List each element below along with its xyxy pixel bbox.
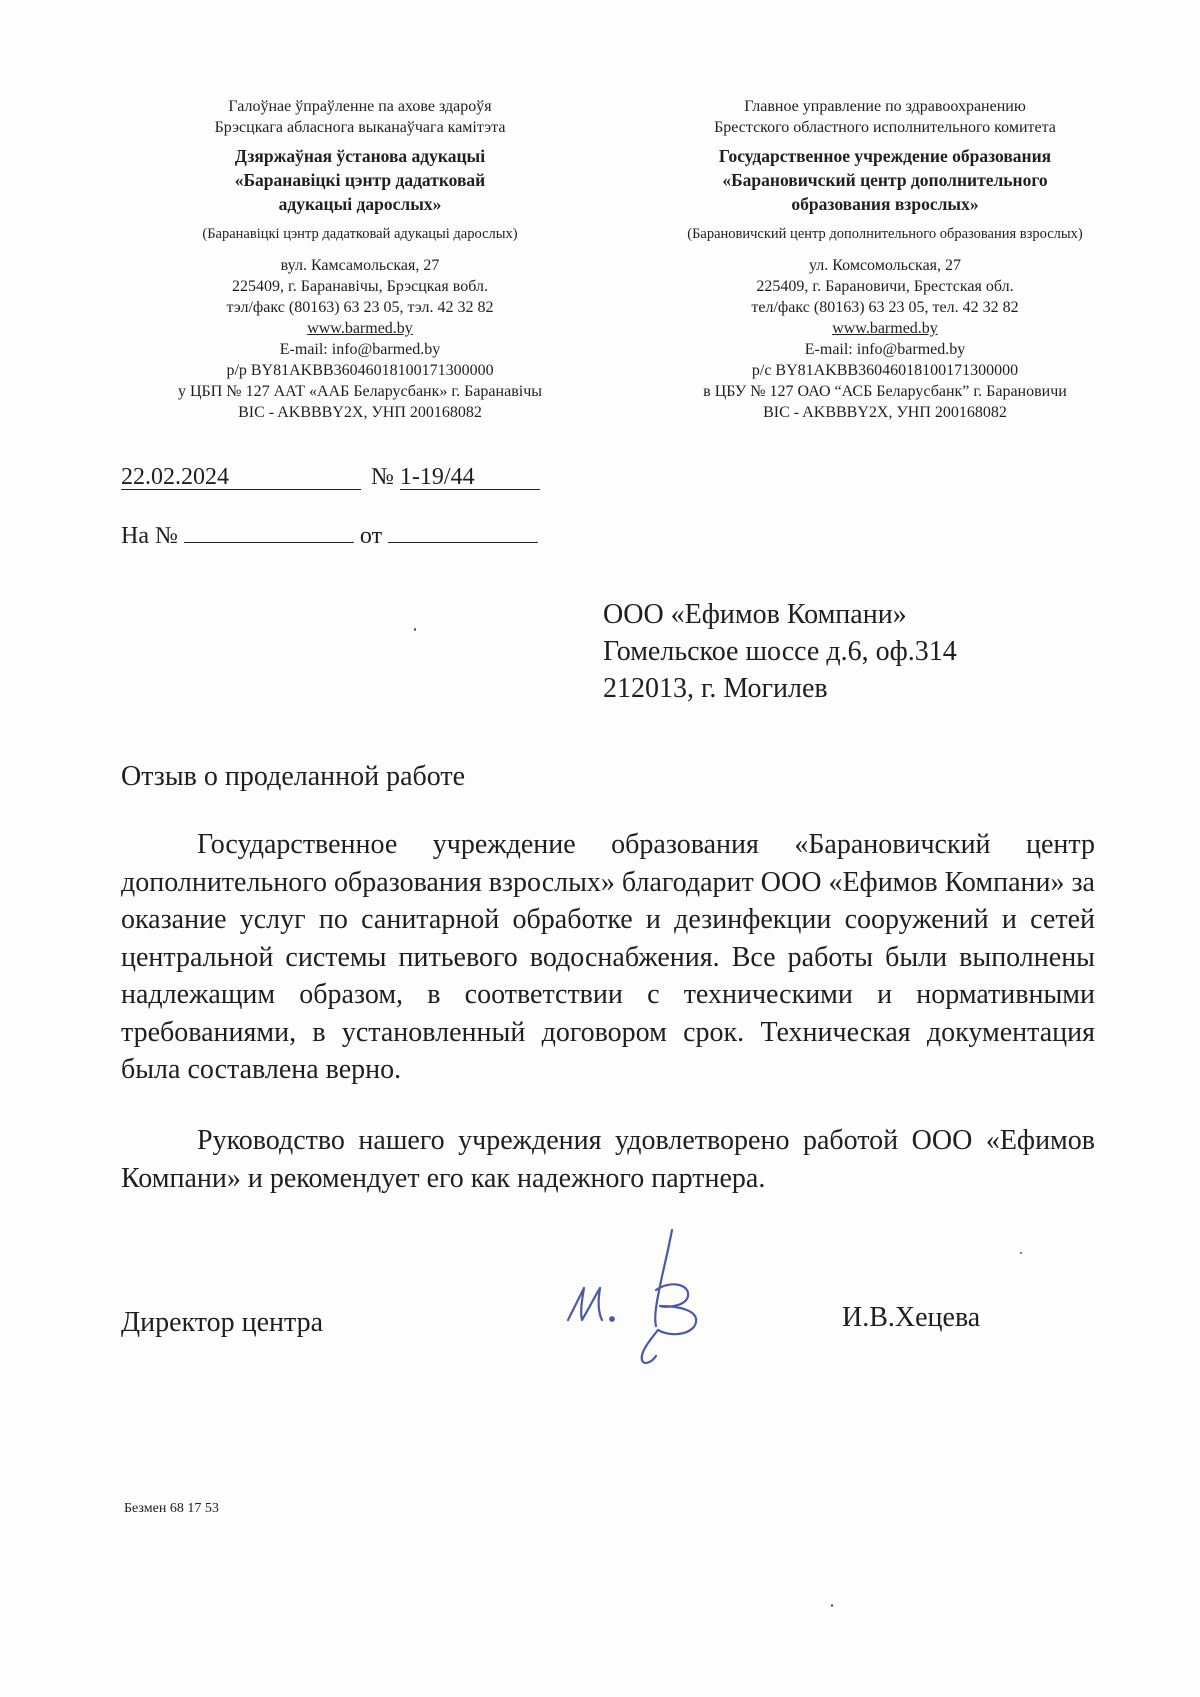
organization-name	[648, 144, 1122, 216]
organization-short-name: (Барановичский центр дополнительного образования взрослых)	[687, 226, 1083, 242]
org-name-line: Дзяржаўная ўстанова адукацыі	[234, 146, 486, 166]
ministry-line: Галоўнае ўпраўленне па ахове здароўя	[228, 98, 492, 115]
addressee-company: ООО «Ефимов Компани»	[603, 599, 907, 630]
bank-name: в ЦБУ № 127 ОАО “АСБ Беларусбанк” г. Барановичи	[703, 383, 1067, 400]
scan-speck	[1020, 1252, 1022, 1254]
outgoing-number: 1-19/44	[400, 463, 540, 490]
org-name-line: образования взрослых»	[791, 194, 979, 214]
email-address: E-mail: info@barmed.by	[804, 341, 966, 358]
bank-account: р/р BY81AKBB36046018100171300000	[226, 362, 494, 379]
organization-name	[140, 144, 580, 216]
number-label: №	[371, 464, 394, 490]
signatory-title: Директор центра	[121, 1307, 324, 1338]
addressee-street: Гомельское шоссе д.6, оф.314	[603, 636, 957, 667]
reference-date-blank	[388, 516, 538, 543]
org-name-line: адукацыі дарослых»	[278, 194, 442, 214]
scan-speck	[414, 628, 416, 631]
outgoing-registration	[121, 463, 540, 491]
letter-subject: Отзыв о проделанной работе	[121, 761, 466, 792]
reference-number-blank	[184, 516, 354, 543]
org-name-line: «Баранавіцкі цэнтр дадатковай	[234, 170, 486, 190]
ministry-line: Брэсцкага абласнога выканаўчага камітэта	[214, 119, 506, 136]
address-street: вул. Камсамольская, 27	[280, 257, 440, 274]
address-city: 225409, г. Баранавічы, Брэсцкая вобл.	[232, 278, 488, 295]
org-name-line: Государственное учреждение образования	[718, 146, 1052, 166]
email-address: E-mail: info@barmed.by	[279, 341, 441, 358]
letterhead-russian	[648, 96, 1122, 423]
bic-unp: BIC - AKBBBY2X, УНП 200168082	[238, 404, 482, 421]
bank-account: р/с BY81AKBB36046018100171300000	[751, 362, 1019, 379]
reference-line	[121, 516, 538, 550]
body-paragraph: Государственное учреждение образования «Барановичский центр дополнительного образования взрослых» благодарит ООО «Ефимов Компани» за оказание услуг по санитарной обработке и дезинфекции сооружений и сетей центральной системы питьевого водоснабжения. Все работы были выполнены надлежащим образом, в соответствии с техническими и нормативными требованиями, в установленный договором срок. Техническая документация была составлена верно.	[121, 829, 1095, 1085]
phone-fax: тел/факс (80163) 63 23 05, тел. 42 32 82	[751, 299, 1019, 316]
website-link[interactable]: www.barmed.by	[832, 320, 938, 337]
reference-label: На №	[121, 523, 178, 549]
handwritten-signature	[560, 1222, 730, 1382]
bank-name: у ЦБП № 127 ААТ «ААБ Беларусбанк» г. Баранавічы	[178, 383, 542, 400]
outgoing-date: 22.02.2024	[121, 463, 361, 490]
executor-contact: Безмен 68 17 53	[124, 1501, 219, 1516]
addressee-city: 212013, г. Могилев	[603, 673, 828, 704]
ministry-line: Главное управление по здравоохранению	[744, 98, 1026, 115]
from-label: от	[359, 523, 383, 549]
addressee-block	[603, 596, 957, 707]
body-paragraph: Руководство нашего учреждения удовлетворено работой ООО «Ефимов Компани» и рекомендует его как надежного партнера.	[121, 1125, 1095, 1194]
ministry-line: Брестского областного исполнительного комитета	[714, 119, 1056, 136]
scan-speck	[831, 1604, 833, 1607]
signatory-name: И.В.Хецева	[842, 1302, 981, 1333]
bic-unp: BIC - AKBBBY2X, УНП 200168082	[763, 404, 1007, 421]
address-street: ул. Комсомольская, 27	[808, 257, 962, 274]
address-city: 225409, г. Барановичи, Брестская обл.	[756, 278, 1014, 295]
letterhead-belarusian	[140, 96, 580, 423]
org-name-line: «Барановичский центр дополнительного	[722, 170, 1048, 190]
website-link[interactable]: www.barmed.by	[307, 320, 413, 337]
phone-fax: тэл/факс (80163) 63 23 05, тэл. 42 32 82	[226, 299, 494, 316]
organization-short-name: (Баранавіцкі цэнтр дадатковай адукацыі дарослых)	[202, 226, 518, 242]
